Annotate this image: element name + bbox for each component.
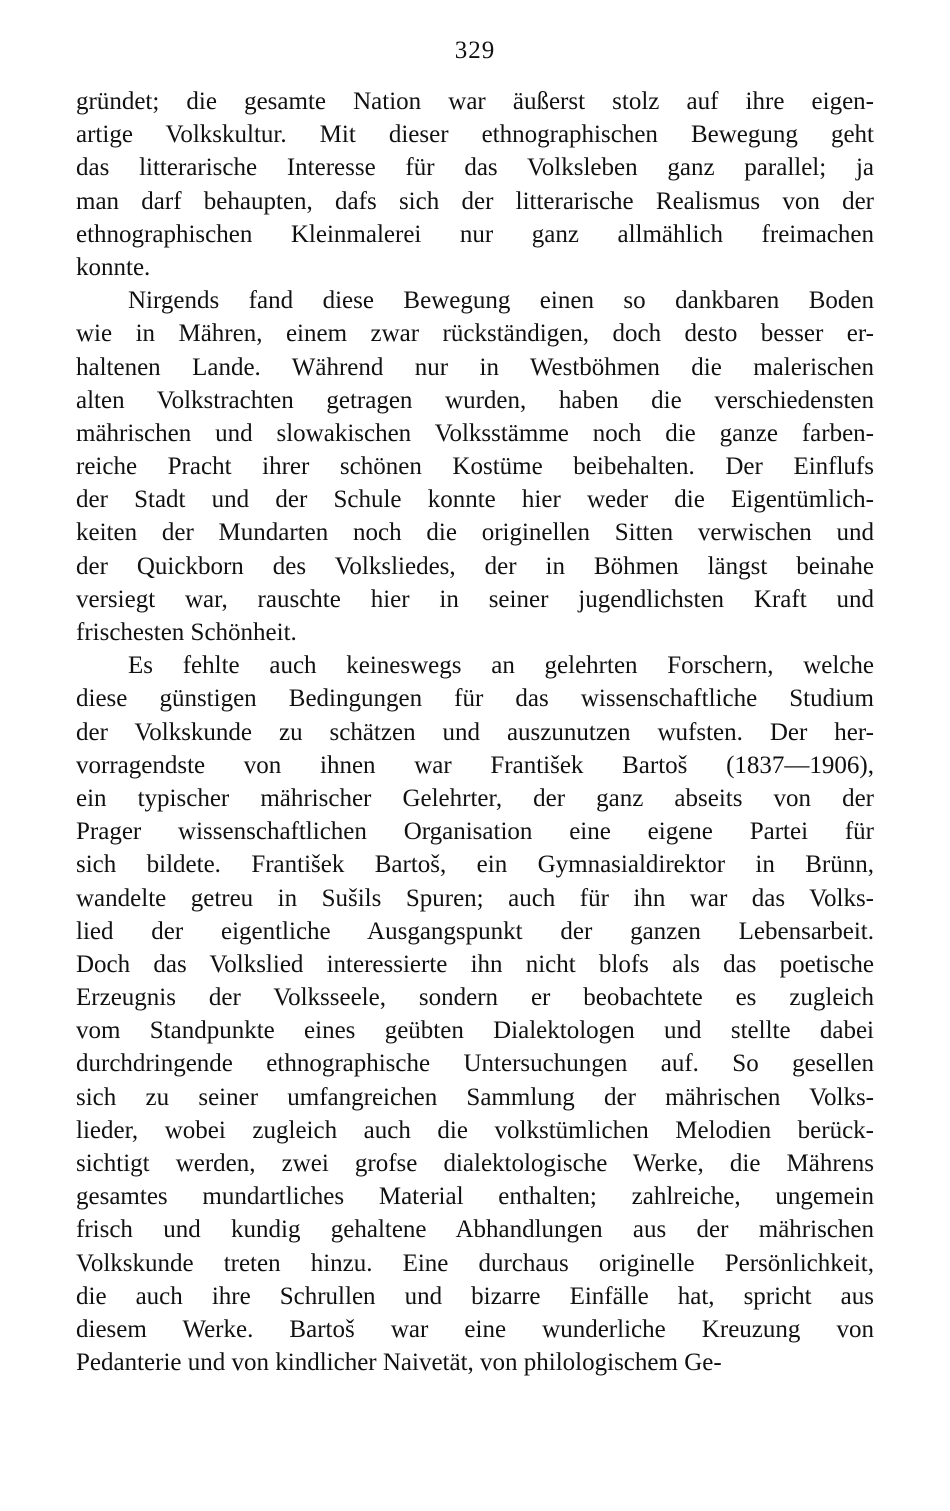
text-line: vom Standpunkte eines geübten Dialektologen und stellte dabei xyxy=(76,1017,874,1045)
text-line: Nirgends fand diese Bewegung einen so dankbaren Boden xyxy=(128,287,874,315)
text-line: das litterarische Interesse für das Volksleben ganz parallel; ja xyxy=(76,154,874,182)
text-line: vorragendste von ihnen war František Bartoš (1837—1906), xyxy=(76,751,874,779)
text-line: Prager wissenschaftlichen Organisation eine eigene Partei für xyxy=(76,818,874,846)
text-line: Pedanterie und von kindlicher Naivetät, von philologischem Ge- xyxy=(76,1349,722,1377)
text-line: Erzeugnis der Volksseele, sondern er beobachtete es zugleich xyxy=(76,984,874,1012)
text-line: mährischen und slowakischen Volksstämme noch die ganze farben- xyxy=(76,419,874,447)
text-line: lied der eigentliche Ausgangspunkt der ganzen Lebensarbeit. xyxy=(76,917,874,945)
text-line: Volkskunde treten hinzu. Eine durchaus originelle Persönlichkeit, xyxy=(76,1249,874,1277)
text-line: die auch ihre Schrullen und bizarre Einfälle hat, spricht aus xyxy=(76,1282,874,1310)
text-line: sichtigt werden, zwei grofse dialektologische Werke, die Mährens xyxy=(76,1150,874,1177)
text-line: durchdringende ethnographische Untersuchungen auf. So gesellen xyxy=(76,1050,874,1078)
text-line: ein typischer mährischer Gelehrter, der ganz abseits von der xyxy=(76,784,874,812)
text-line: man darf behaupten, dafs sich der litterarische Realismus von der xyxy=(76,187,874,215)
text-line: ethnographischen Kleinmalerei nur ganz allmählich freimachen xyxy=(76,220,874,248)
text-line: frisch und kundig gehaltene Abhandlungen aus der mährischen xyxy=(76,1216,874,1244)
text-line: lieder, wobei zugleich auch die volkstümlichen Melodien berück- xyxy=(76,1116,874,1144)
text-line: alten Volkstrachten getragen wurden, haben die verschiedensten xyxy=(76,386,874,414)
text-line: frischesten Schönheit. xyxy=(76,619,297,646)
page-number: 329 xyxy=(454,37,496,64)
text-line: diesem Werke. Bartoš war eine wunderliche Kreuzung von xyxy=(76,1315,874,1343)
text-line: versiegt war, rauschte hier in seiner jugendlichsten Kraft und xyxy=(76,585,874,613)
text-line: gesamtes mundartliches Material enthalten; zahlreiche, ungemein xyxy=(76,1183,874,1211)
text-line: haltenen Lande. Während nur in Westböhmen die malerischen xyxy=(76,353,874,381)
text-line: diese günstigen Bedingungen für das wissenschaftliche Studium xyxy=(76,685,874,713)
text-line: der Quickborn des Volksliedes, der in Böhmen längst beinahe xyxy=(76,552,874,580)
text-line: wie in Mähren, einem zwar rückständigen, doch desto besser er- xyxy=(76,320,874,348)
text-line: keiten der Mundarten noch die originellen Sitten verwischen und xyxy=(76,519,874,547)
text-line: sich bildete. František Bartoš, ein Gymnasialdirektor in Brünn, xyxy=(76,851,874,879)
text-line: artige Volkskultur. Mit dieser ethnographischen Bewegung geht xyxy=(76,121,874,149)
body-text xyxy=(76,85,874,1379)
text-line: Doch das Volkslied interessierte ihn nicht blofs als das poetische xyxy=(76,950,874,978)
text-line: Es fehlte auch keineswegs an gelehrten Forschern, welche xyxy=(128,652,874,680)
text-line: wandelte getreu in Sušils Spuren; auch für ihn war das Volks- xyxy=(76,884,874,912)
text-line: konnte. xyxy=(76,253,151,281)
text-line: gründet; die gesamte Nation war äußerst stolz auf ihre eigen- xyxy=(76,88,874,115)
text-line: reiche Pracht ihrer schönen Kostüme beibehalten. Der Einflufs xyxy=(76,453,874,481)
text-line: der Volkskunde zu schätzen und auszunutzen wufsten. Der her- xyxy=(76,718,874,746)
text-line: sich zu seiner umfangreichen Sammlung der mährischen Volks- xyxy=(76,1083,874,1111)
text-line: der Stadt und der Schule konnte hier weder die Eigentümlich- xyxy=(76,486,874,514)
